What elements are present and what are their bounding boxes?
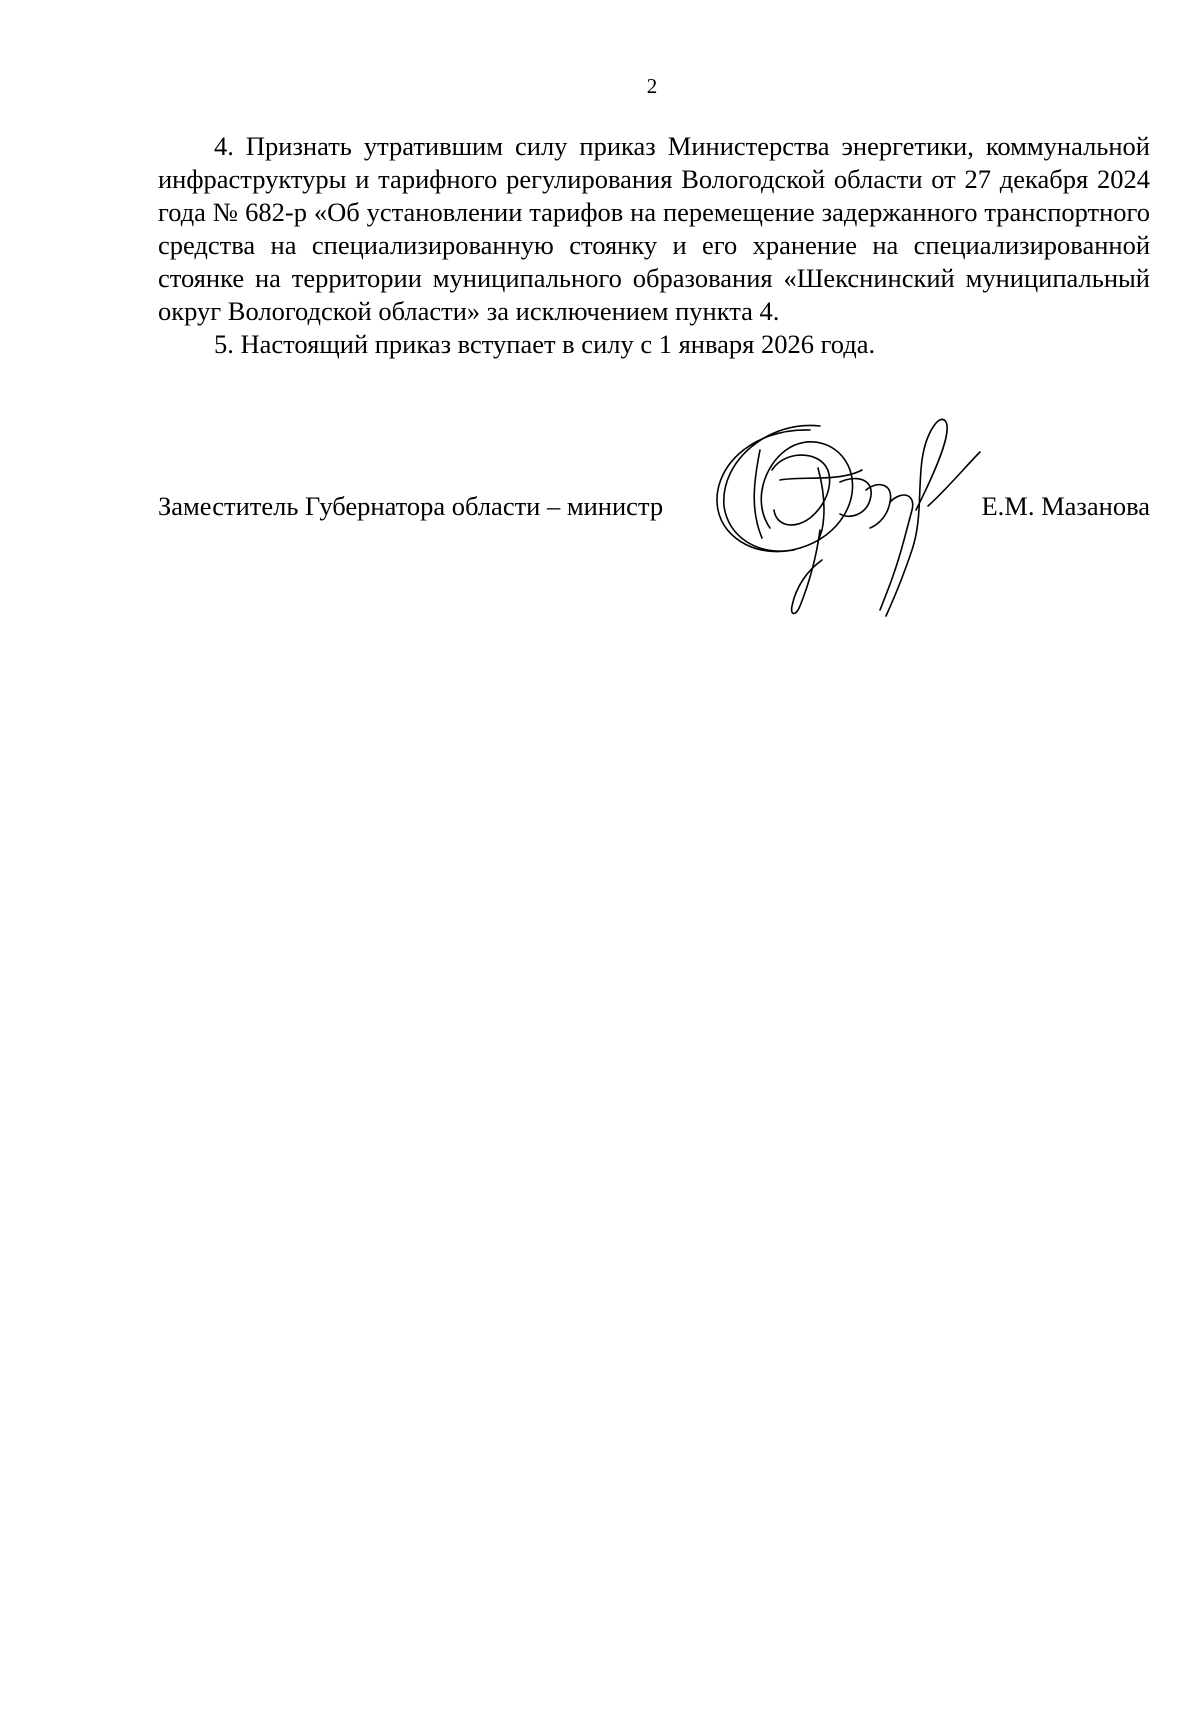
handwritten-signature — [690, 410, 1030, 630]
paragraph-5: 5. Настоящий приказ вступает в силу с 1 января 2026 года. — [214, 329, 876, 359]
signatory-position: Заместитель Губернатора области – министр — [158, 491, 664, 521]
signatory-name: Е.М. Мазанова — [981, 491, 1150, 521]
paragraph-4: 4. Признать утратившим силу приказ Министерства энергетики, коммунальной инфраструктуры и тарифного регулирования Вологодской области от 27 декабря 2024 года № 682-р «Об установлении тарифов на перемещение задержанного транспортного средства на специализированную стоянку и его хранение на специализированной стоянке на территории муниципального образования «Шекснинский муниципальный округ Вологодской области» за исключением пункта 4. — [158, 131, 1150, 326]
document-body — [158, 130, 1150, 361]
page-number: 2 — [646, 74, 658, 98]
